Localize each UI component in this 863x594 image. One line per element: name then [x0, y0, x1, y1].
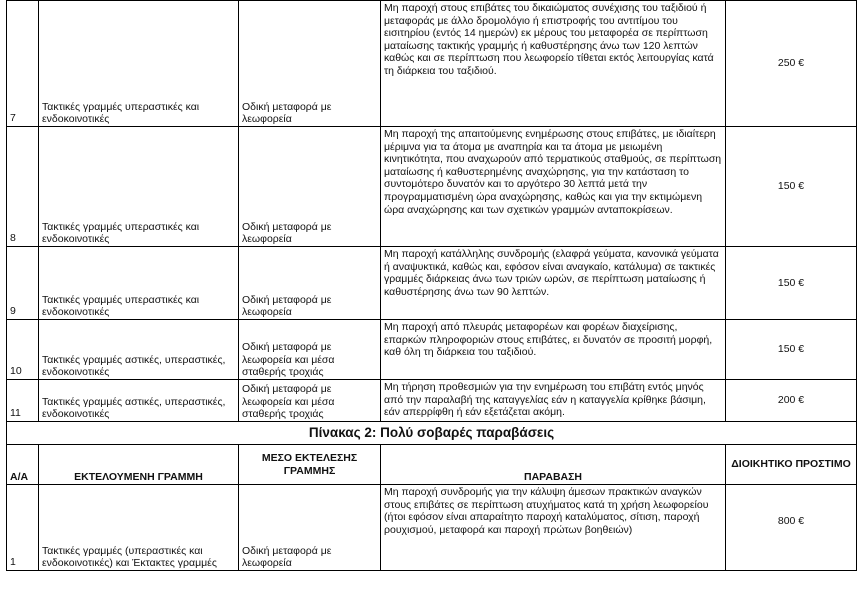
table-row [7, 1, 857, 127]
line-type-cell: Τακτικές γραμμές αστικές, υπεραστικές, ενδοκοινοτικές [39, 320, 239, 380]
fine-cell: 150 € [726, 127, 857, 247]
fine-cell: 150 € [726, 247, 857, 320]
table-row [7, 247, 857, 320]
row-number: 10 [7, 320, 39, 380]
table-2-title: Πίνακας 2: Πολύ σοβαρές παραβάσεις [7, 422, 857, 445]
fine-cell: 200 € [726, 380, 857, 422]
transport-means-cell: Οδική μεταφορά με λεωφορεία [239, 127, 381, 247]
penalty-table [6, 0, 857, 571]
transport-means-cell: Οδική μεταφορά με λεωφορεία [239, 1, 381, 127]
line-type-cell: Τακτικές γραμμές υπεραστικές και ενδοκοινοτικές [39, 247, 239, 320]
fine-cell: 250 € [726, 1, 857, 127]
table-row [7, 485, 857, 571]
column-header-means: ΜΕΣΟ ΕΚΤΕΛΕΣΗΣ ΓΡΑΜΜΗΣ [239, 445, 381, 485]
transport-means-cell: Οδική μεταφορά με λεωφορεία [239, 485, 381, 571]
line-type-cell: Τακτικές γραμμές (υπεραστικές και ενδοκοινοτικές) και Έκτακτες γραμμές [39, 485, 239, 571]
line-type-cell: Τακτικές γραμμές υπεραστικές και ενδοκοινοτικές [39, 1, 239, 127]
violation-cell: Μη παροχή συνδρομής για την κάλυψη άμεσων πρακτικών αναγκών στους επιβάτες σε περίπτωση ατυχήματος κατά τη χρήση λεωφορείου (ήτοι εφόσον είναι απαραίτητο παροχή καταλύματος, σίτιση, παροχή ρουχισμού, μεταφορά και παροχή πρώτων βοηθειών) [381, 485, 726, 571]
violation-cell: Μη παροχή από πλευράς μεταφορέων και φορέων διαχείρισης, επαρκών πληροφοριών στους επιβάτες, ει δυνατόν σε προσιτή μορφή, καθ όλη τη διάρκεια του ταξιδιού. [381, 320, 726, 380]
transport-means-cell: Οδική μεταφορά με λεωφορεία [239, 247, 381, 320]
violation-cell: Μη τήρηση προθεσμιών για την ενημέρωση του επιβάτη εντός μηνός από την παραλαβή της καταγγελίας εάν η καταγγελία κρίθηκε βάσιμη, εάν απερρίφθη ή εάν εξετάζεται ακόμη. [381, 380, 726, 422]
row-number: 7 [7, 1, 39, 127]
transport-means-cell: Οδική μεταφορά με λεωφορεία και μέσα σταθερής τροχιάς [239, 320, 381, 380]
violation-cell: Μη παροχή στους επιβάτες του δικαιώματος συνέχισης του ταξιδιού ή μεταφοράς με άλλο δρομολόγιο ή επιστροφής του αντιτίμου του εισιτηρίου (εντός 14 ημερών) εκ μέρους του μεταφορέα σε περίπτωση ματαίωσης τακτικής γραμμής ή καθυστέρησης άνω των 120 λεπτών καθώς και σε περίπτωση που λεωφορείο τίθεται εκτός λειτουργίας κατά τη διάρκεια του ταξιδιού. [381, 1, 726, 127]
violation-cell: Μη παροχή κατάλληλης συνδρομής (ελαφρά γεύματα, κανονικά γεύματα ή αναψυκτικά, καθώς και, εφόσον είναι αναγκαίο, κατάλυμα) σε τακτικές γραμμές διάρκειας άνω των τριών ωρών, σε περίπτωση ματαίωσης ή καθυστέρησης άνω των 90 λεπτών. [381, 247, 726, 320]
fine-cell: 800 € [726, 485, 857, 571]
column-header-line: ΕΚΤΕΛΟΥΜΕΝΗ ΓΡΑΜΜΗ [39, 445, 239, 485]
transport-means-cell: Οδική μεταφορά με λεωφορεία και μέσα σταθερής τροχιάς [239, 380, 381, 422]
table-row [7, 380, 857, 422]
document-page [6, 0, 856, 571]
table-section-title-row [7, 422, 857, 445]
table-row [7, 320, 857, 380]
line-type-cell: Τακτικές γραμμές αστικές, υπεραστικές, ενδοκοινοτικές [39, 380, 239, 422]
row-number: 11 [7, 380, 39, 422]
column-header-violation: ΠΑΡΑΒΑΣΗ [381, 445, 726, 485]
column-header-aa: Α/Α [7, 445, 39, 485]
row-number: 8 [7, 127, 39, 247]
table-header-row [7, 445, 857, 485]
row-number: 1 [7, 485, 39, 571]
line-type-cell: Τακτικές γραμμές υπεραστικές και ενδοκοινοτικές [39, 127, 239, 247]
column-header-fine: ΔΙΟΙΚΗΤΙΚΟ ΠΡΟΣΤΙΜΟ [726, 445, 857, 485]
row-number: 9 [7, 247, 39, 320]
violation-cell: Μη παροχή της απαιτούμενης ενημέρωσης στους επιβάτες, με ιδιαίτερη μέριμνα για τα άτομα με αναπηρία και τα άτομα με μειωμένη κινητικότητα, που αναχωρούν από τερματικούς σταθμούς, σε περίπτωση ματαίωσης ή καθυστερημένης αναχώρησης, για την κατάσταση το συντομότερο δυνατόν και το αργότερο 30 λεπτά μετά την προγραμματισμένη ώρα αναχώρησης, καθώς και για την εκτιμώμενη ώρα αναχώρησης και των σχετικών γραμμών ανταποκρίσεων. [381, 127, 726, 247]
fine-cell: 150 € [726, 320, 857, 380]
table-row [7, 127, 857, 247]
